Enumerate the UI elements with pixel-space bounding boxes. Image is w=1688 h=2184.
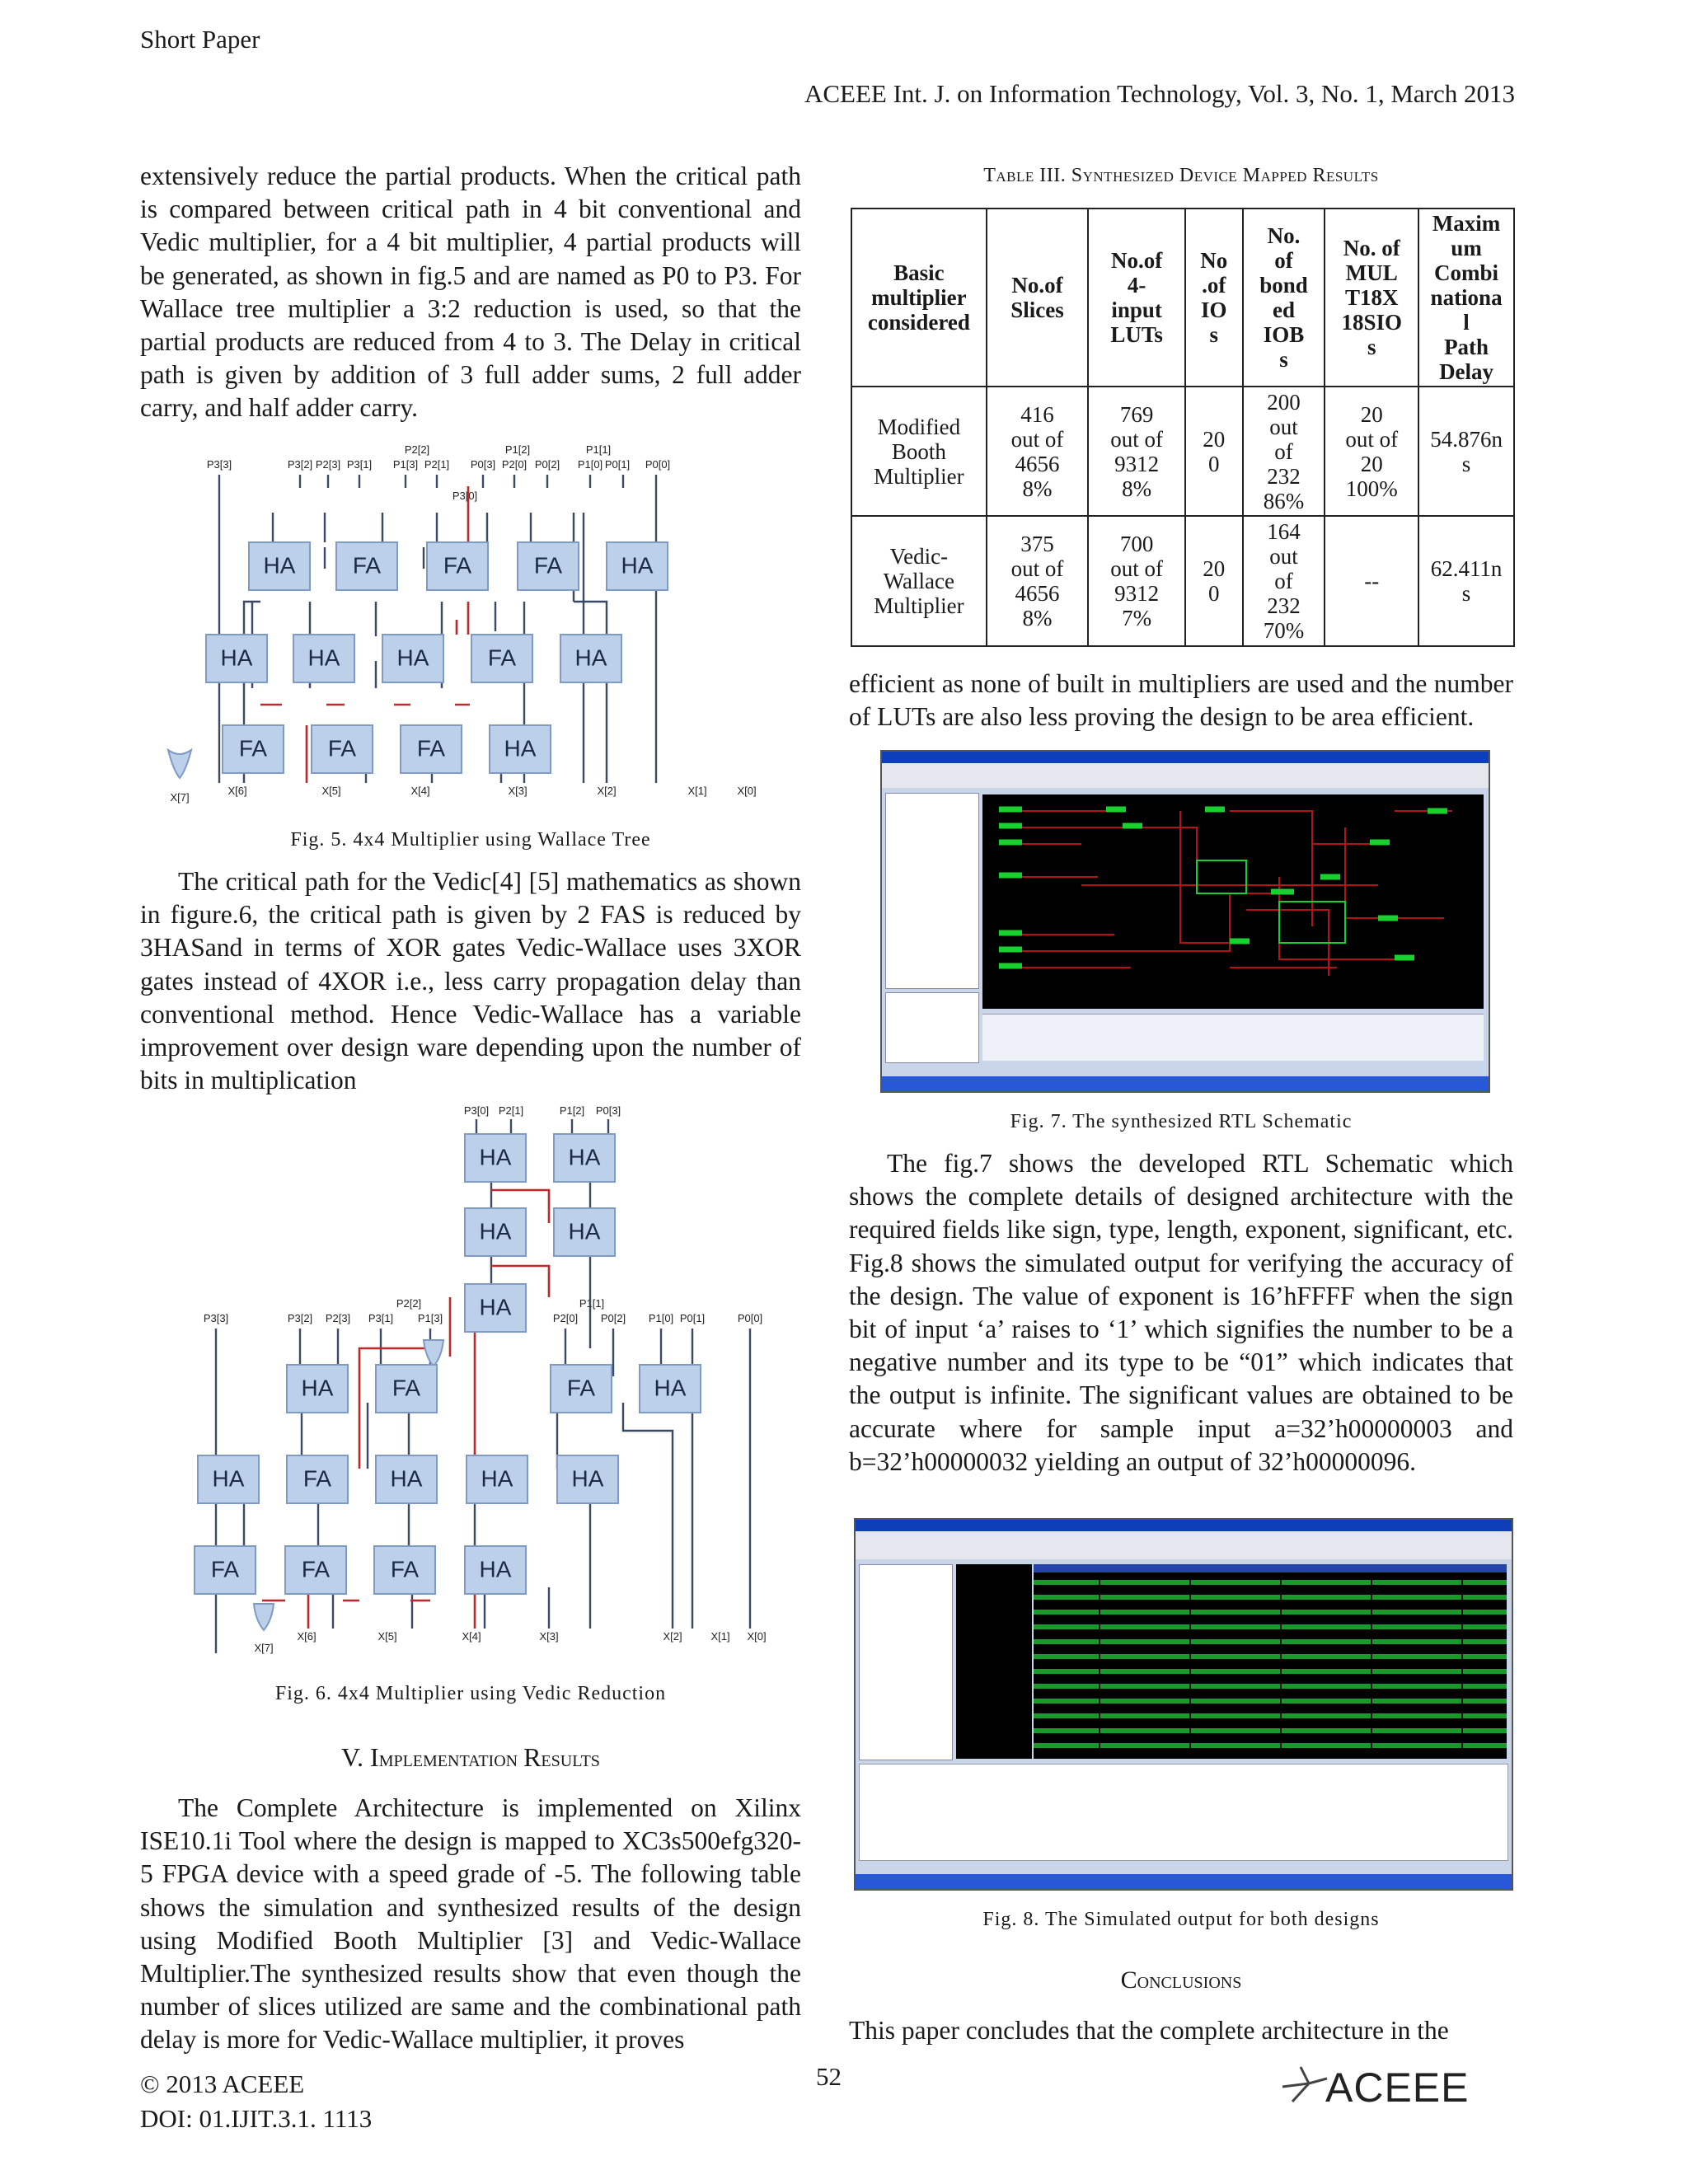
fig5-output: X[6]	[227, 785, 247, 797]
fig6-output: X[4]	[462, 1630, 481, 1643]
left-paragraph-1: extensively reduce the partial products. When the critical path is compared between critical path in 4 bit conventional and Vedic multiplier, for a 4 bit multiplier, 4 partial products will be generated, as shown in fig.5 and are named as P0 to P3. For Wallace tree multiplier a 3:2 reduction is used, so that the partial products are reduced from 4 to 3. The Delay in critical path is given by addition of 3 full adder sums, 2 full adder carry, and half adder carry.	[140, 162, 801, 423]
fig5-output: X[4]	[410, 785, 430, 797]
table-cell: 700 out of 9312 7%	[1088, 516, 1185, 646]
table-cell: 20 out of 20 100%	[1325, 387, 1418, 516]
fig6-label: P3[2]	[287, 1312, 313, 1324]
fig6-half-adder: HA	[301, 1375, 334, 1401]
table-header-cell: No.of 4- input LUTs	[1088, 209, 1185, 387]
table-cell: 416 out of 4656 8%	[987, 387, 1089, 516]
table-cell: 62.411n s	[1418, 516, 1514, 646]
fig5-output: X[5]	[321, 785, 341, 797]
page-number: 52	[816, 2062, 842, 2091]
fig6-half-adder: HA	[568, 1144, 601, 1170]
fig5-half-adder: HA	[307, 644, 340, 671]
fig6-full-adder: FA	[566, 1375, 596, 1401]
fig6-output: X[3]	[539, 1630, 559, 1643]
fig6-or-gate-icon	[424, 1340, 443, 1366]
fig5-label: P3[3]	[206, 458, 232, 471]
fig6-half-adder: HA	[481, 1465, 513, 1492]
fig5-label: P0[3]	[470, 458, 496, 471]
fig6-output: X[2]	[663, 1630, 682, 1643]
fig5-output: X[1]	[687, 785, 707, 797]
fig8-caption: Fig. 8. The Simulated output for both designs	[982, 1909, 1380, 1930]
fig6-half-adder: HA	[571, 1465, 604, 1492]
fig6-half-adder: HA	[479, 1218, 512, 1244]
table-header-cell: No.of Slices	[987, 209, 1089, 387]
results-table	[851, 208, 1515, 645]
fig5-half-adder: HA	[220, 644, 253, 671]
fig6-label: P1[2]	[559, 1104, 585, 1117]
fig5-output: X[3]	[508, 785, 528, 797]
fig5-output: X[7]	[170, 791, 190, 804]
fig6-label: P2[1]	[498, 1104, 524, 1117]
table-cell: 164 out of 232 70%	[1243, 516, 1325, 646]
fig5-label: P0[1]	[604, 458, 631, 471]
fig6-half-adder: HA	[390, 1465, 423, 1492]
fig5-output: X[2]	[597, 785, 617, 797]
fig5-full-adder: FA	[352, 552, 382, 579]
fig6-label: P0[1]	[679, 1312, 706, 1324]
fig6-label: P1[0]	[648, 1312, 674, 1324]
fig6-or-gate-icon	[254, 1604, 274, 1630]
fig6-half-adder: HA	[479, 1556, 512, 1582]
fig6-half-adder: HA	[212, 1465, 245, 1492]
fig6-label: P2[0]	[552, 1312, 579, 1324]
fig5-output: X[0]	[737, 785, 757, 797]
fig6-half-adder: HA	[479, 1294, 512, 1320]
fig6-label: P0[0]	[737, 1312, 763, 1324]
fig6-half-adder: HA	[654, 1375, 687, 1401]
fig5-full-adder: FA	[533, 552, 563, 579]
fig5-full-adder: FA	[487, 644, 517, 671]
fig5-label: P2[3]	[315, 458, 341, 471]
fig6-full-adder: FA	[392, 1375, 421, 1401]
fig8-simulated-output-image	[854, 1518, 1513, 1891]
fig6-label: P3[1]	[368, 1312, 394, 1324]
table-cell: 200 out of 232 86%	[1243, 387, 1325, 516]
fig6-label: P1[3]	[417, 1312, 443, 1324]
aceee-logo: ACEEE	[1276, 2062, 1515, 2108]
left-paragraph-2: The critical path for the Vedic[4] [5] mathematics as shown in figure.6, the critical path is given by 2 FAS is reduced by 3HASand in terms of XOR gates Vedic-Wallace uses 3XOR gates instead of 4XOR i.e., less carry propagation delay than conventional method. Hence Vedic-Wallace has a variable improvement over design ware depending upon the number of bits in multiplication	[140, 867, 801, 1095]
fig5-label: P3[1]	[346, 458, 373, 471]
fig5-label: P0[2]	[534, 458, 560, 471]
table-cell: Vedic- Wallace Multiplier	[851, 516, 987, 646]
table-cell: 20 0	[1185, 387, 1243, 516]
right-paragraph-1: efficient as none of built in multipliers are used and the number of LUTs are also less proving the design to be area efficient.	[849, 669, 1513, 732]
fig6-output: X[5]	[377, 1630, 397, 1643]
fig6-label: P3[3]	[203, 1312, 229, 1324]
fig6-label: P2[2]	[396, 1297, 422, 1310]
fig6-output: X[1]	[710, 1630, 730, 1643]
fig5-full-adder: FA	[443, 552, 472, 579]
fig5-label: P2[0]	[501, 458, 528, 471]
table-header-cell: Maxim um Combi nationa l Path Delay	[1418, 209, 1514, 387]
fig5-full-adder: FA	[238, 735, 268, 762]
fig6-full-adder: FA	[302, 1465, 332, 1492]
table-header-cell: No. of MUL T18X 18SIO s	[1325, 209, 1418, 387]
header-journal-type: Short Paper	[140, 25, 260, 54]
left-paragraph-3: The Complete Architecture is implemented on Xilinx ISE10.1i Tool where the design is mapped to XC3s500efg320-5 FPGA device with a speed grade of -5. The following table shows the simulation and synthesized results of the design using Modified Booth Multiplier [3] and Vedic-Wallace Multiplier.The synthesized results show that even though the number of slices utilized are same and the combinational path delay is more for Vedic-Wallace multiplier, it proves	[140, 1793, 801, 2055]
header-journal-citation: ACEEE Int. J. on Information Technology, Vol. 3, No. 1, March 2013	[804, 79, 1515, 108]
table-row	[851, 387, 1514, 516]
fig5-half-adder: HA	[504, 735, 537, 762]
fig6-output: X[7]	[254, 1642, 274, 1654]
table-cell: 54.876n s	[1418, 387, 1514, 516]
footer-copyright: © 2013 ACEEE DOI: 01.IJIT.3.1. 1113	[140, 2067, 372, 2136]
table-header-row	[851, 209, 1514, 387]
fig6-label: P0[2]	[600, 1312, 626, 1324]
right-paragraph-3: This paper concludes that the complete architecture in the	[849, 2016, 1449, 2045]
table-cell: Modified Booth Multiplier	[851, 387, 987, 516]
fig5-caption: Fig. 5. 4x4 Multiplier using Wallace Tree	[290, 829, 651, 851]
fig7-rtl-schematic-image	[880, 750, 1490, 1093]
fig5-or-gate-icon	[168, 750, 191, 778]
fig5-half-adder: HA	[396, 644, 429, 671]
fig5-half-adder: HA	[621, 552, 654, 579]
fig5-full-adder: FA	[327, 735, 357, 762]
fig6-half-adder: HA	[568, 1218, 601, 1244]
fig6-output: X[6]	[297, 1630, 316, 1643]
table-header-cell: Basic multiplier considered	[851, 209, 987, 387]
fig6-half-adder: HA	[479, 1144, 512, 1170]
fig6-label: P0[3]	[595, 1104, 621, 1117]
fig5-half-adder: HA	[574, 644, 607, 671]
table-header-cell: No. of bond ed IOB s	[1243, 209, 1325, 387]
footer-doi: DOI: 01.IJIT.3.1. 1113	[140, 2104, 373, 2133]
fig5-half-adder: HA	[263, 552, 296, 579]
fig5-label: P1[0]	[577, 458, 603, 471]
fig5-label: P3[0]	[452, 490, 478, 502]
fig6-label: P3[0]	[463, 1104, 490, 1117]
section-heading-implementation: V. Implementation Results	[341, 1742, 600, 1772]
fig6-caption: Fig. 6. 4x4 Multiplier using Vedic Reduction	[274, 1683, 667, 1704]
fig6-label: P1[1]	[579, 1297, 605, 1310]
fig5-label: P1[3]	[392, 458, 419, 471]
fig7-caption: Fig. 7. The synthesized RTL Schematic	[1010, 1111, 1353, 1132]
fig6-full-adder: FA	[210, 1556, 240, 1582]
table-cell: --	[1325, 516, 1418, 646]
fig5-label: P0[0]	[645, 458, 671, 471]
fig6-vedic-reduction-diagram	[162, 1101, 788, 1661]
fig5-label: P2[2]	[404, 443, 430, 456]
fig6-output: X[0]	[747, 1630, 767, 1643]
table-cell: 769 out of 9312 8%	[1088, 387, 1185, 516]
table-title: Table III. Synthesized Device Mapped Results	[983, 165, 1379, 186]
fig6-label: P2[3]	[325, 1312, 351, 1324]
fig5-wallace-tree-diagram	[162, 437, 788, 808]
fig5-label: P3[2]	[287, 458, 313, 471]
right-paragraph-2: The fig.7 shows the developed RTL Schematic which shows the complete details of designed architecture with the required fields like sign, type, length, exponent, significant, etc. Fig.8 shows the simulated output for verifying the accuracy of the design. The value of exponent is 16’hFFFF when the sign bit of input ‘a’ raises to ‘1’ which signifies the number to be a negative number and its type to be “01” which indicates that the output is infinite. The significant values are obtained to be accurate where for sample input a=32’h00000003 and b=32’h00000032 yielding an output of 32’h00000096.	[849, 1149, 1513, 1476]
table-header-cell: No .of IO s	[1185, 209, 1243, 387]
fig5-label: P2[1]	[424, 458, 450, 471]
table-cell: 20 0	[1185, 516, 1243, 646]
table-cell: 375 out of 4656 8%	[987, 516, 1089, 646]
fig5-label: P1[2]	[504, 443, 531, 456]
fig5-label: P1[1]	[585, 443, 612, 456]
section-heading-conclusions: Conclusions	[1120, 1966, 1242, 1994]
fig6-full-adder: FA	[301, 1556, 331, 1582]
fig5-full-adder: FA	[416, 735, 446, 762]
fig6-full-adder: FA	[390, 1556, 420, 1582]
table-row	[851, 516, 1514, 646]
